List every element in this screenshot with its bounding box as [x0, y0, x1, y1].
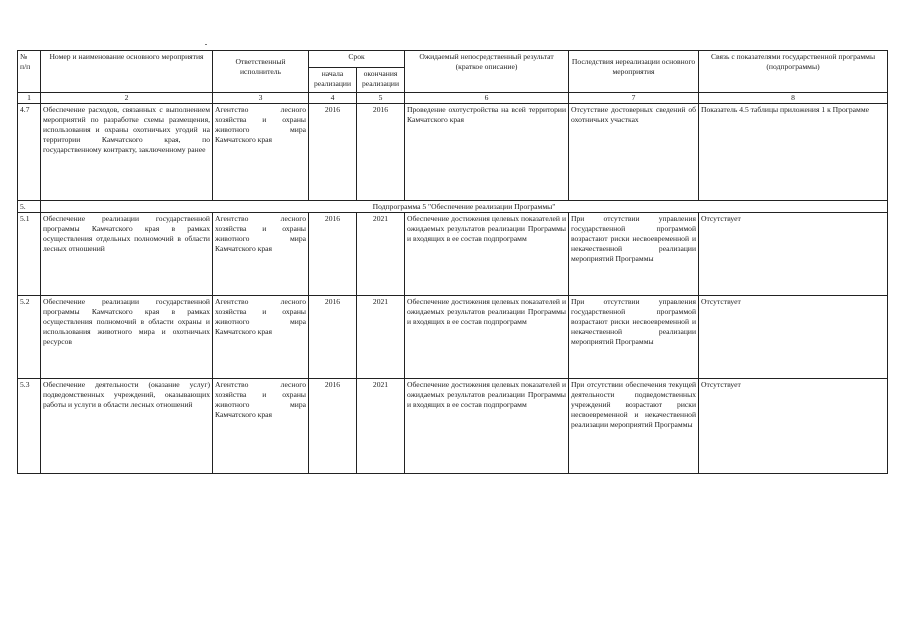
row-result: Обеспечение достижения целевых показателей и ожидаемых результатов реализации Программы и входящих в ее состав подпрограмм — [405, 296, 569, 379]
row-executor: Агентство лесного хозяйства и охраны животного мира Камчатского края — [213, 296, 309, 379]
row-end: 2021 — [357, 213, 405, 296]
col-number-3: 3 — [213, 93, 309, 104]
row-num: 5.3 — [18, 379, 41, 474]
row-consequences: При отсутствии управления государственной программой возрастают риски несвоевременной и некачественной реализации мероприятий Программы — [569, 213, 699, 296]
header-executor: Ответственный исполнитель — [213, 51, 309, 93]
row-executor: Агентство лесного хозяйства и охраны животного мира Камчатского края — [213, 104, 309, 201]
row-num: 5.2 — [18, 296, 41, 379]
row-start: 2016 — [309, 379, 357, 474]
header-link: Связь с показателями государственной программы (подпрограммы) — [699, 51, 888, 93]
row-consequences: При отсутствии обеспечения текущей деятельности подведомственных учреждений возрастают риски несвоевременной и некачественной реализации мероприятий Программы — [569, 379, 699, 474]
row-result: Обеспечение достижения целевых показателей и ожидаемых результатов реализации Программы и входящих в ее состав подпрограмм — [405, 379, 569, 474]
col-number-4: 4 — [309, 93, 357, 104]
header-term-start: начала реализации — [309, 68, 357, 93]
row-executor: Агентство лесного хозяйства и охраны животного мира Камчатского края — [213, 213, 309, 296]
subprogram-title: Подпрограмма 5 "Обеспечение реализации Программы" — [41, 201, 888, 213]
header-consequences: Последствия нереализации основного мероприятия — [569, 51, 699, 93]
row-consequences: Отсутствие достоверных сведений об охотничьих участках — [569, 104, 699, 201]
header-num: № п/п — [18, 51, 41, 93]
row-start: 2016 — [309, 213, 357, 296]
scan-speck — [205, 44, 207, 45]
row-start: 2016 — [309, 296, 357, 379]
document-sheet — [17, 50, 887, 474]
row-name: Обеспечение реализации государственной программы Камчатского края в рамках осуществления полномочий в области охраны и использования животного мира и охотничьих ресурсов — [41, 296, 213, 379]
header-name: Номер и наименование основного мероприятия — [41, 51, 213, 93]
table-row — [18, 104, 888, 201]
col-number-5: 5 — [357, 93, 405, 104]
row-link: Показатель 4.5 таблицы приложения 1 к Программе — [699, 104, 888, 201]
row-result: Проведение охотустройства на всей территории Камчатского края — [405, 104, 569, 201]
header-term-end: окончания реализации — [357, 68, 405, 93]
subprogram-row — [18, 201, 888, 213]
row-end: 2016 — [357, 104, 405, 201]
col-number-1: 1 — [18, 93, 41, 104]
row-start: 2016 — [309, 104, 357, 201]
row-result: Обеспечение достижения целевых показателей и ожидаемых результатов реализации Программы и входящих в ее состав подпрограмм — [405, 213, 569, 296]
row-consequences: При отсутствии управления государственной программой возрастают риски несвоевременной и некачественной реализации мероприятий Программы — [569, 296, 699, 379]
row-name: Обеспечение деятельности (оказание услуг) подведомственных учреждений, оказывающих работы и услуги в области лесных отношений — [41, 379, 213, 474]
program-measures-table — [17, 50, 888, 474]
row-num: 5.1 — [18, 213, 41, 296]
table-row — [18, 379, 888, 474]
header-result: Ожидаемый непосредственный результат (краткое описание) — [405, 51, 569, 93]
table-row — [18, 296, 888, 379]
row-link: Отсутствует — [699, 213, 888, 296]
row-name: Обеспечение реализации государственной программы Камчатского края в рамках осуществления отдельных полномочий в области лесных отношений — [41, 213, 213, 296]
row-link: Отсутствует — [699, 296, 888, 379]
col-number-6: 6 — [405, 93, 569, 104]
row-executor: Агентство лесного хозяйства и охраны животного мира Камчатского края — [213, 379, 309, 474]
header-term: Срок — [309, 51, 405, 68]
row-num: 4.7 — [18, 104, 41, 201]
row-end: 2021 — [357, 296, 405, 379]
col-number-8: 8 — [699, 93, 888, 104]
row-name: Обеспечение расходов, связанных с выполнением мероприятий по разработке схемы размещения, использования и охраны охотничьих угодий на территории Камчатского края, по государственному контракту, заключенному ранее — [41, 104, 213, 201]
table-row — [18, 213, 888, 296]
col-number-2: 2 — [41, 93, 213, 104]
col-number-7: 7 — [569, 93, 699, 104]
subprogram-num: 5. — [18, 201, 41, 213]
row-end: 2021 — [357, 379, 405, 474]
row-link: Отсутствует — [699, 379, 888, 474]
